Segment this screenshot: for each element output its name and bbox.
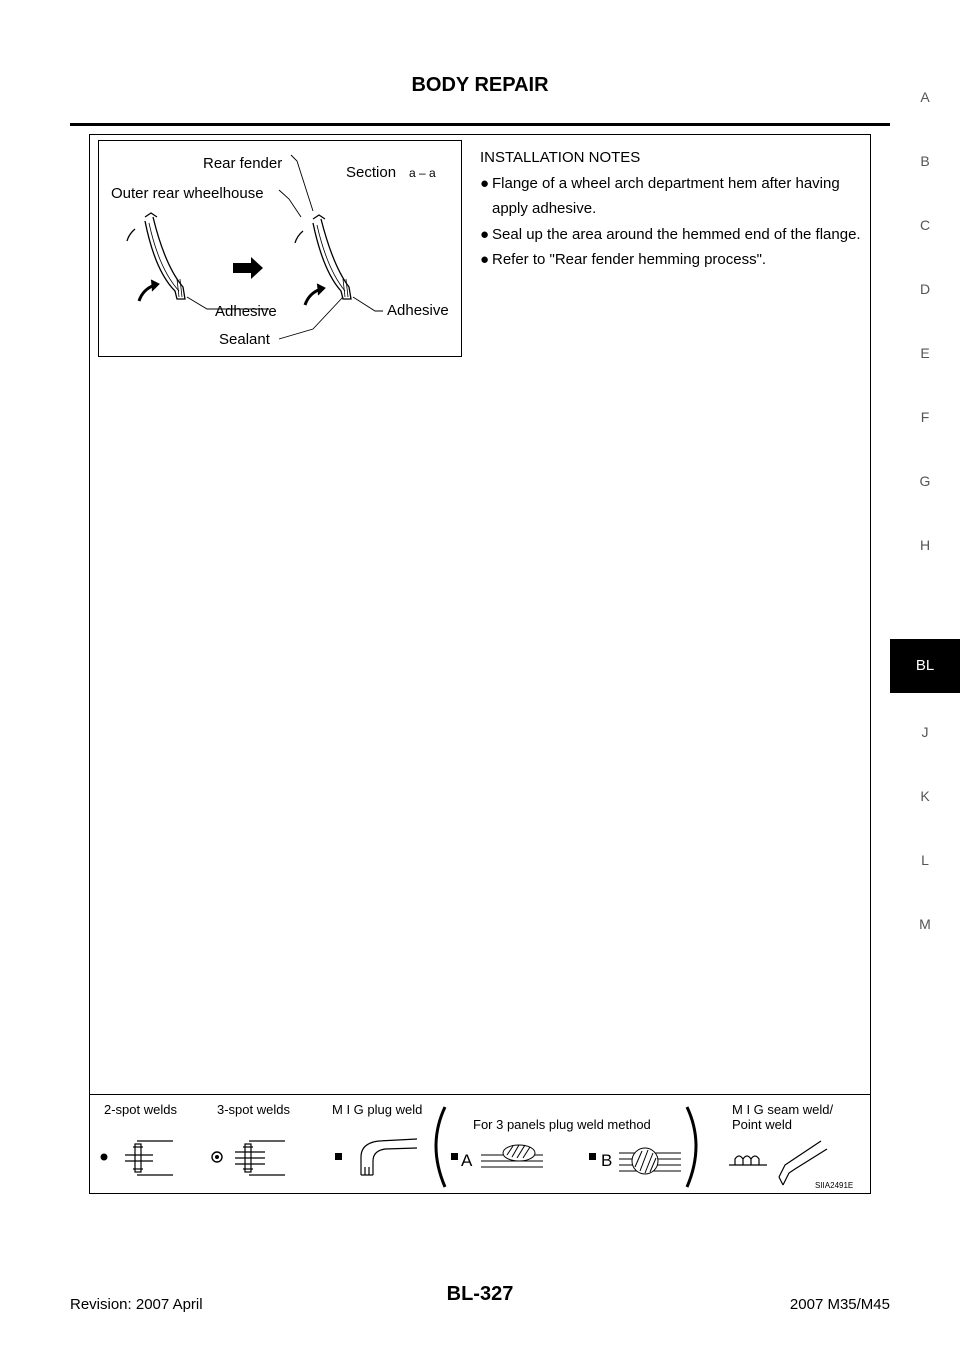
- tab-f[interactable]: F: [920, 409, 930, 425]
- two-spot-weld-icon: [125, 1141, 173, 1175]
- note-text: Seal up the area around the hemmed end of the flange.: [492, 225, 861, 243]
- tab-a[interactable]: A: [920, 89, 930, 105]
- tab-e[interactable]: E: [920, 345, 930, 361]
- tab-d[interactable]: D: [919, 281, 931, 297]
- tab-h[interactable]: H: [919, 537, 931, 553]
- header-rule: [70, 123, 890, 126]
- revision-date: Revision: 2007 April: [70, 1296, 203, 1313]
- label-sealant: Sealant: [219, 331, 270, 348]
- tab-bl[interactable]: BL: [890, 639, 960, 693]
- tab-l[interactable]: L: [921, 852, 929, 868]
- tab-b[interactable]: B: [920, 153, 930, 169]
- note-item: [480, 171, 865, 222]
- label-outer-rear-wheelhouse: Outer rear wheelhouse: [111, 185, 264, 202]
- label-section-mark: a – a: [409, 166, 436, 180]
- label-adhesive-left: Adhesive: [215, 303, 277, 320]
- label-adhesive-right: Adhesive: [387, 302, 449, 319]
- label-section: Section: [346, 164, 397, 181]
- figure-code: SIIA2491E: [815, 1181, 854, 1190]
- tab-g[interactable]: G: [919, 473, 931, 489]
- note-item: [480, 222, 865, 248]
- weld-legend-diagram: [89, 1095, 871, 1194]
- bullet-icon: ●: [480, 225, 490, 243]
- three-spot-weld-icon: [235, 1141, 285, 1175]
- square-marker-icon: [589, 1153, 596, 1160]
- tab-c[interactable]: C: [919, 217, 931, 233]
- rear-fender-diagram: [99, 141, 463, 358]
- tab-m[interactable]: M: [919, 916, 931, 932]
- plug-weld-a-icon: [481, 1145, 543, 1167]
- right-bracket: [687, 1107, 696, 1187]
- left-bracket: [436, 1107, 445, 1187]
- solid-dot-icon: [101, 1154, 108, 1161]
- legend-mig-seam-line1: M I G seam weld/: [732, 1102, 834, 1117]
- installation-notes: [480, 145, 865, 273]
- section-index-tabs: [890, 0, 960, 1000]
- legend-three-panels: For 3 panels plug weld method: [473, 1117, 651, 1132]
- label-rear-fender: Rear fender: [203, 155, 283, 172]
- legend-mig-plug: M I G plug weld: [332, 1102, 423, 1117]
- square-marker-icon: [335, 1153, 342, 1160]
- note-text: Flange of a wheel arch department hem after having apply adhesive.: [492, 174, 840, 217]
- rear-fender-figure: [98, 140, 462, 357]
- note-text: Refer to "Rear fender hemming process".: [492, 251, 767, 268]
- tab-k[interactable]: K: [920, 788, 930, 804]
- notes-heading: INSTALLATION NOTES: [480, 149, 641, 166]
- model-name: 2007 M35/M45: [789, 1296, 890, 1313]
- legend-two-spot: 2-spot welds: [104, 1102, 177, 1117]
- mig-plug-weld-icon: [361, 1139, 417, 1175]
- legend-mig-seam-line2: Point weld: [732, 1117, 792, 1132]
- page-title: BODY REPAIR: [411, 74, 549, 96]
- page-number: BL-327: [446, 1283, 514, 1305]
- weld-symbol-legend: [89, 1095, 871, 1194]
- note-item: [480, 247, 865, 273]
- legend-label-b: B: [601, 1151, 613, 1170]
- bullet-icon: ●: [480, 174, 490, 192]
- mig-seam-weld-icon: [729, 1141, 827, 1185]
- legend-label-a: A: [461, 1151, 473, 1170]
- plug-weld-b-icon: [619, 1148, 681, 1174]
- tab-j[interactable]: J: [921, 724, 929, 740]
- bullet-icon: ●: [480, 251, 490, 268]
- square-marker-icon: [451, 1153, 458, 1160]
- legend-three-spot: 3-spot welds: [217, 1102, 290, 1117]
